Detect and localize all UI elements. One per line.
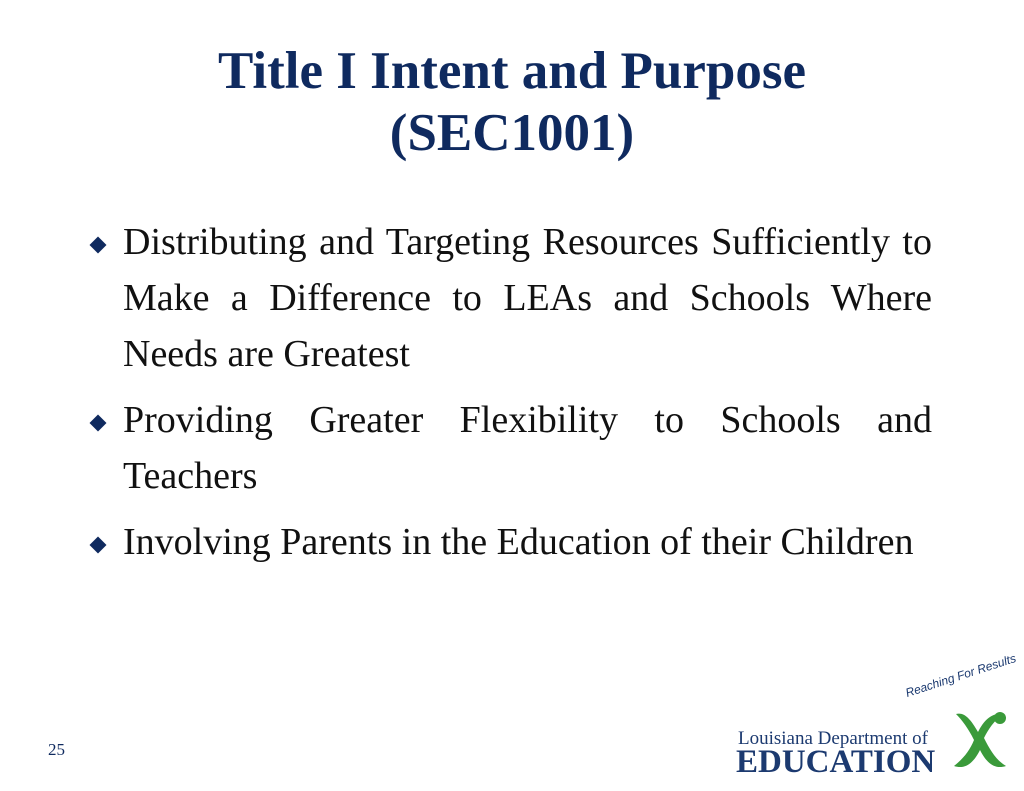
bullet-text: Distributing and Targeting Resources Sufficiently to Make a Difference to LEAs and Schools Where Needs are Greatest bbox=[123, 221, 932, 375]
bullet-text: Providing Greater Flexibility to Schools and Teachers bbox=[123, 399, 932, 497]
logo-line-2: EDUCATION bbox=[736, 744, 936, 780]
slide-title bbox=[60, 40, 964, 164]
diamond-bullet-icon bbox=[90, 415, 107, 432]
louisiana-education-logo bbox=[736, 651, 1020, 784]
bullet-list bbox=[86, 214, 932, 580]
logo-line-1: Louisiana Department of bbox=[738, 728, 928, 749]
page-number: 25 bbox=[48, 740, 65, 759]
logo-tagline: Reaching For Results bbox=[903, 651, 1018, 700]
title-line-2: (SEC1001) bbox=[389, 104, 635, 162]
diamond-bullet-icon bbox=[90, 237, 107, 254]
bullet-item bbox=[86, 392, 932, 504]
bullet-item bbox=[86, 214, 932, 382]
title-line-1: Title I Intent and Purpose bbox=[218, 42, 806, 100]
green-x-logo-icon bbox=[950, 708, 1010, 772]
bullet-item bbox=[86, 514, 932, 570]
diamond-bullet-icon bbox=[90, 537, 107, 554]
bullet-text: Involving Parents in the Education of their Children bbox=[123, 521, 914, 563]
